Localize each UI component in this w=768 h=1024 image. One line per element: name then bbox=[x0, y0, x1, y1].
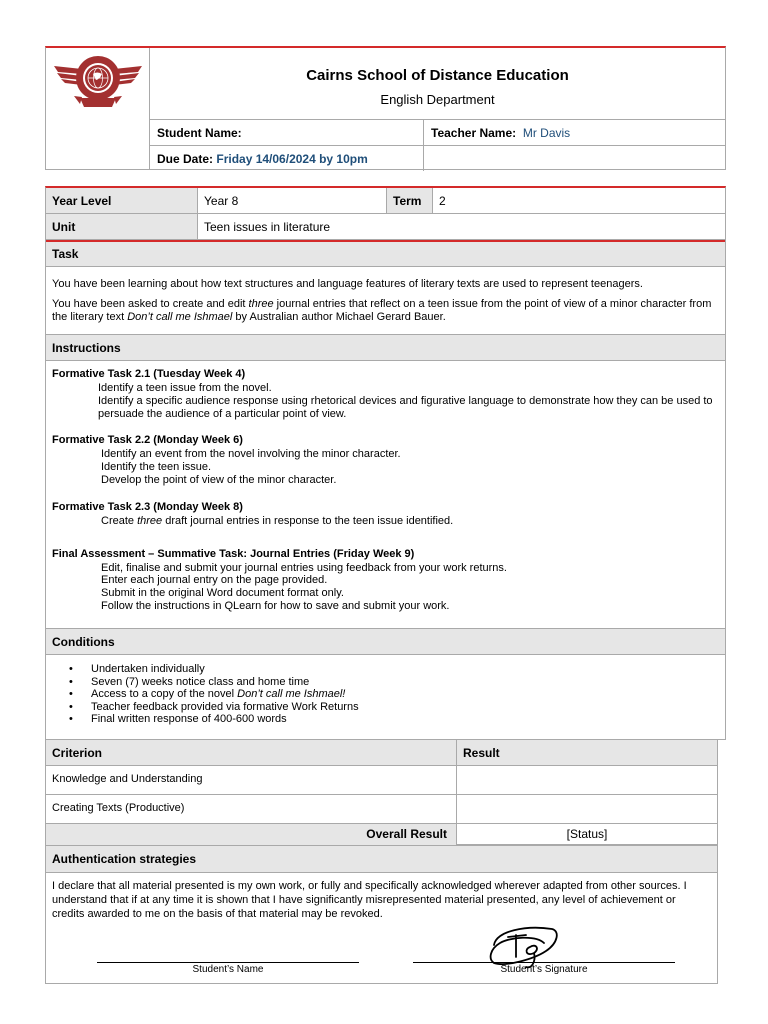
unit-value: Teen issues in literature bbox=[204, 220, 331, 234]
header-table bbox=[45, 46, 726, 170]
conditions-content bbox=[46, 663, 725, 726]
task-paragraph-2: You have been asked to create and edit three journal entries that reflect on a teen issue from the point of view of a minor character from the literary text Don’t call me Ishmael by Australian author Michael Gerard Bauer. bbox=[52, 298, 712, 323]
authentication-header-row bbox=[46, 846, 717, 873]
task-2-2-heading: Formative Task 2.2 (Monday Week 6) bbox=[52, 434, 243, 447]
student-signature-caption: Student’s Signature bbox=[500, 964, 588, 975]
task-2-1-heading: Formative Task 2.1 (Tuesday Week 4) bbox=[52, 368, 246, 380]
student-name-line bbox=[97, 962, 359, 963]
table-row bbox=[46, 766, 717, 795]
student-name-label: Student Name: bbox=[157, 126, 242, 140]
overall-row bbox=[46, 824, 717, 845]
list-item: Follow the instructions in QLearn for how to save and submit your work. bbox=[101, 599, 450, 612]
list-item: Identify a specific audience response using rhetorical devices and figurative language to demonstrate how they can be used to persuade the audience of a particular point of view. bbox=[98, 394, 713, 420]
empty-cell bbox=[424, 146, 725, 171]
final-assessment-list bbox=[75, 562, 718, 613]
declaration-text: I declare that all material presented is my own work, or fully and specifically acknowledged wherever adapted from other sources. I understand that if at any time it is shown that I have significantly misrepresented material presented, any level of achievement or credits awarded to me on the basis of that material may be revoked. bbox=[52, 880, 687, 920]
task-2-2-list bbox=[75, 448, 718, 486]
list-item: • Undertaken individually bbox=[46, 663, 725, 676]
instructions-header-row bbox=[46, 335, 725, 361]
student-name-cell[interactable] bbox=[150, 120, 424, 145]
criterion-header: Criterion bbox=[52, 746, 103, 760]
task-label: Task bbox=[52, 247, 79, 261]
conditions-label: Conditions bbox=[52, 635, 115, 649]
authentication-label: Authentication strategies bbox=[52, 852, 197, 866]
due-date-label: Due Date: bbox=[157, 152, 214, 166]
criterion-knowledge: Knowledge and Understanding bbox=[52, 773, 203, 785]
result-header: Result bbox=[463, 746, 500, 760]
teacher-name-value: Mr Davis bbox=[522, 126, 571, 140]
list-item: • Seven (7) weeks notice class and home time bbox=[46, 676, 725, 689]
overall-result-label: Overall Result bbox=[366, 827, 447, 841]
list-item: Create three draft journal entries in response to the teen issue identified. bbox=[101, 514, 454, 527]
result-creating-texts-cell[interactable] bbox=[457, 795, 717, 823]
task-2-3-heading: Formative Task 2.3 (Monday Week 8) bbox=[52, 500, 243, 513]
school-title: Cairns School of Distance Education bbox=[306, 67, 569, 84]
list-item: Identify the teen issue. bbox=[101, 461, 212, 474]
school-logo bbox=[52, 52, 144, 112]
results-table bbox=[45, 739, 718, 845]
list-item: Identify a teen issue from the novel. bbox=[98, 382, 272, 394]
list-item: • Teacher feedback provided via formative Work Returns bbox=[46, 701, 725, 714]
department-title: English Department bbox=[380, 92, 495, 107]
list-item: Edit, finalise and submit your journal entries using feedback from your work returns. bbox=[101, 561, 507, 574]
list-item: • Access to a copy of the novel Don’t call me Ishmael! bbox=[46, 688, 725, 701]
list-item: Enter each journal entry on the page provided. bbox=[101, 574, 328, 587]
unit-row bbox=[46, 214, 725, 240]
conditions-list bbox=[46, 663, 725, 726]
list-item: • Final written response of 400-600 words bbox=[46, 713, 725, 726]
criterion-creating-texts: Creating Texts (Productive) bbox=[52, 802, 185, 814]
task-2-1-list bbox=[75, 382, 718, 420]
year-level-label: Year Level bbox=[52, 194, 112, 208]
results-header-row bbox=[46, 740, 717, 766]
list-item: Identify an event from the novel involving the minor character. bbox=[101, 448, 401, 461]
due-date-row bbox=[150, 145, 725, 171]
overall-result-value: [Status] bbox=[566, 827, 608, 841]
conditions-header-row bbox=[46, 629, 725, 655]
teacher-name-cell bbox=[424, 120, 725, 145]
table-row bbox=[46, 795, 717, 824]
teacher-name-label: Teacher Name: bbox=[431, 126, 517, 140]
student-teacher-row bbox=[150, 119, 725, 145]
due-date-value: Friday 14/06/2024 by 10pm bbox=[216, 152, 368, 166]
unit-label: Unit bbox=[52, 220, 76, 234]
task-header-row bbox=[46, 240, 725, 267]
logo-cell bbox=[46, 48, 150, 170]
instructions-label: Instructions bbox=[52, 341, 121, 355]
year-level-value: Year 8 bbox=[204, 194, 239, 208]
authentication-table bbox=[45, 845, 718, 984]
due-date-cell bbox=[150, 146, 424, 171]
term-label: Term bbox=[393, 194, 422, 208]
task-table bbox=[45, 186, 726, 740]
instructions-content bbox=[46, 361, 725, 629]
term-value: 2 bbox=[439, 194, 446, 208]
task-2-3-list bbox=[75, 515, 718, 528]
signature-scribble bbox=[486, 923, 566, 975]
task-content bbox=[46, 267, 725, 335]
year-term-row bbox=[46, 188, 725, 214]
student-name-caption: Student’s Name bbox=[192, 964, 264, 975]
list-item: Submit in the original Word document format only. bbox=[101, 587, 344, 600]
list-item: Develop the point of view of the minor character. bbox=[101, 473, 337, 486]
task-paragraph-1: You have been learning about how text structures and language features of literary texts are used to represent teenagers. bbox=[52, 278, 643, 290]
result-knowledge-cell[interactable] bbox=[457, 766, 717, 794]
final-assessment-heading: Final Assessment – Summative Task: Journal Entries (Friday Week 9) bbox=[52, 547, 415, 560]
